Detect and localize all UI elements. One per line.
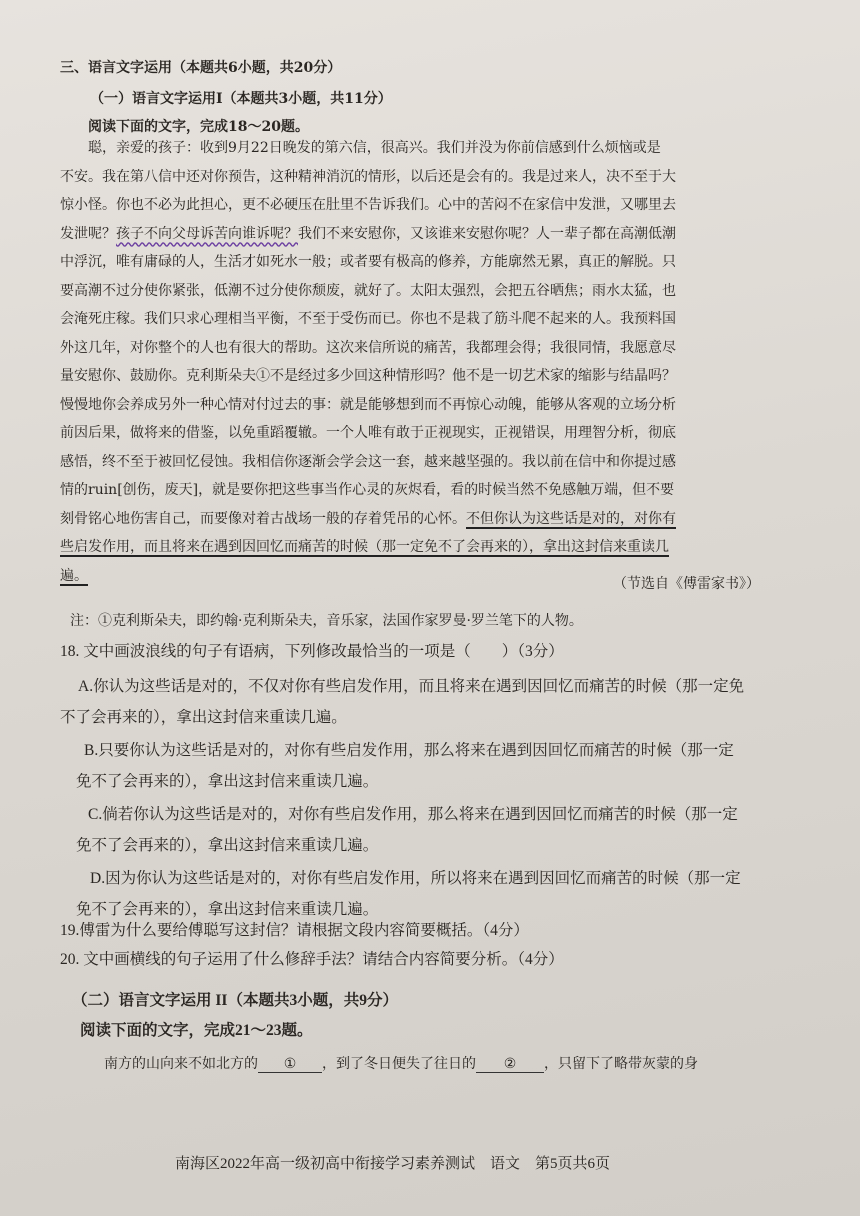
blank-1: ① <box>258 1056 322 1073</box>
question-19: 19.傅雷为什么要给傅聪写这封信？请根据文段内容简要概括。（4分） <box>60 922 529 939</box>
section-title: 三、语言文字运用（本题共6小题，共20分） <box>60 60 342 76</box>
passage-source: （节选自《傅雷家书》） <box>613 576 760 592</box>
part2-passage-line: 南方的山向来不如北方的 ① ，到了冬日便失了往日的 ② ，只留下了略带灰蒙的身 <box>104 1056 698 1072</box>
q18-option-b-line2: 免不了会再来的），拿出这封信来重读几遍。 <box>76 773 379 790</box>
q18-option-d-line1: D.因为你认为这些话是对的，对你有些启发作用，所以将来在遇到因回忆而痛苦的时候（那一定 <box>90 870 741 887</box>
part2-title: （二）语言文字运用 II（本题共3小题，共9分） <box>72 992 398 1009</box>
part1-title: （一）语言文字运用Ⅰ（本题共3小题，共11分） <box>90 91 392 107</box>
part2-instruction: 阅读下面的文字，完成21～23题。 <box>80 1022 313 1039</box>
q18-option-c-line1: C.倘若你认为这些话是对的，对你有些启发作用，那么将来在遇到因回忆而痛苦的时候（那一定 <box>88 806 738 823</box>
underlined-sentence-start: 不但你认为这些话是对的，对你有 <box>466 510 676 527</box>
q18-option-b-line1: B.只要你认为这些话是对的，对你有些启发作用，那么将来在遇到因回忆而痛苦的时候（那一定 <box>84 742 734 759</box>
passage-line: 要高潮不过分使你紧张，低潮不过分使你颓废，就好了。太阳太强烈，会把五谷晒焦；雨水太猛，也 <box>60 282 676 299</box>
passage-line: 量安慰你、鼓励你。克利斯朵夫①不是经过多少回这种情形吗？他不是一切艺术家的缩影与结晶吗？ <box>60 368 676 384</box>
q18-option-a-line1: A.你认为这些话是对的，不仅对你有些启发作用，而且将来在遇到因回忆而痛苦的时候（那一定免 <box>78 678 745 695</box>
passage-line: 感悟，终不至于被回忆侵蚀。我相信你逐渐会学会这一套，越来越坚强的。我以前在信中和你提过感 <box>60 453 676 470</box>
passage-line: 情的ruin[创伤，废天]，就是要你把这些事当作心灵的灰烬看，看的时候当然不免感触万端，但不要 <box>60 482 675 498</box>
q18-option-a-line2: 不了会再来的），拿出这封信来重读几遍。 <box>60 709 347 726</box>
passage-line: 惊小怪。你也不必为此担心，更不必硬压在肚里不告诉我们。心中的苦闷不在家信中发泄，又哪里去 <box>60 197 676 213</box>
underlined-sentence-end: 遍。 <box>60 567 88 584</box>
passage-line: 刻骨铭心地伤害自己，而要像对着古战场一般的存着凭吊的心怀。不但你认为这些话是对的，对你有 <box>60 510 676 527</box>
passage-line: 发泄呢？孩子不向父母诉苦向谁诉呢？我们不来安慰你，又该谁来安慰你呢？人一辈子都在高潮低潮 <box>60 225 676 242</box>
passage-line: 慢慢地你会养成另外一种心情对付过去的事：就是能够想到而不再惊心动魄，能够从客观的立场分析 <box>60 396 676 413</box>
q18-option-c-line2: 免不了会再来的），拿出这封信来重读几遍。 <box>76 837 379 854</box>
passage-line: 中浮沉，唯有庸碌的人，生活才如死水一般；或者要有极高的修养，方能廓然无累，真正的解脱。只 <box>60 254 676 270</box>
underlined-sentence-mid: 些启发作用，而且将来在遇到因回忆而痛苦的时候（那一定免不了会再来的），拿出这封信来重读几 <box>60 539 669 555</box>
q18-option-d-line2: 免不了会再来的），拿出这封信来重读几遍。 <box>76 901 379 918</box>
wavy-underlined-sentence-short: 孩子不向父母诉苦向谁诉呢？ <box>116 225 298 242</box>
question-18-stem: 18. 文中画波浪线的句子有语病，下列修改最恰当的一项是（ ）（3分） <box>60 643 564 660</box>
passage-line: 前因后果，做将来的借鉴，以免重蹈覆辙。一个人唯有敢于正视现实，正视错误，用理智分析，彻底 <box>60 425 676 441</box>
blank-2: ② <box>476 1056 544 1073</box>
question-20: 20. 文中画横线的句子运用了什么修辞手法？请结合内容简要分析。（4分） <box>60 951 564 968</box>
page-footer: 南海区2022年高一级初高中衔接学习素养测试 语文 第5页共6页 <box>175 1156 611 1172</box>
passage-line: 聪，亲爱的孩子：收到9月22日晚发的第六信，很高兴。我们并没为你前信感到什么烦恼或是 <box>88 140 661 156</box>
passage-line: 会淹死庄稼。我们只求心理相当平衡，不至于受伤而已。你也不是栽了筋斗爬不起来的人。我预料国 <box>60 311 676 327</box>
passage-line: 外这几年，对你整个的人也有很大的帮助。这次来信所说的痛苦，我都理会得；我很同情，我愿意尽 <box>60 339 676 356</box>
part1-instruction: 阅读下面的文字，完成18～20题。 <box>88 119 309 135</box>
reading-passage <box>60 120 760 590</box>
footnote: 注：①克利斯朵夫，即约翰·克利斯朵夫，音乐家，法国作家罗曼·罗兰笔下的人物。 <box>70 613 583 629</box>
passage-line: 不安。我在第八信中还对你预告，这种精神消沉的情形，以后还是会有的。我是过来人，决不至于大 <box>60 168 676 185</box>
